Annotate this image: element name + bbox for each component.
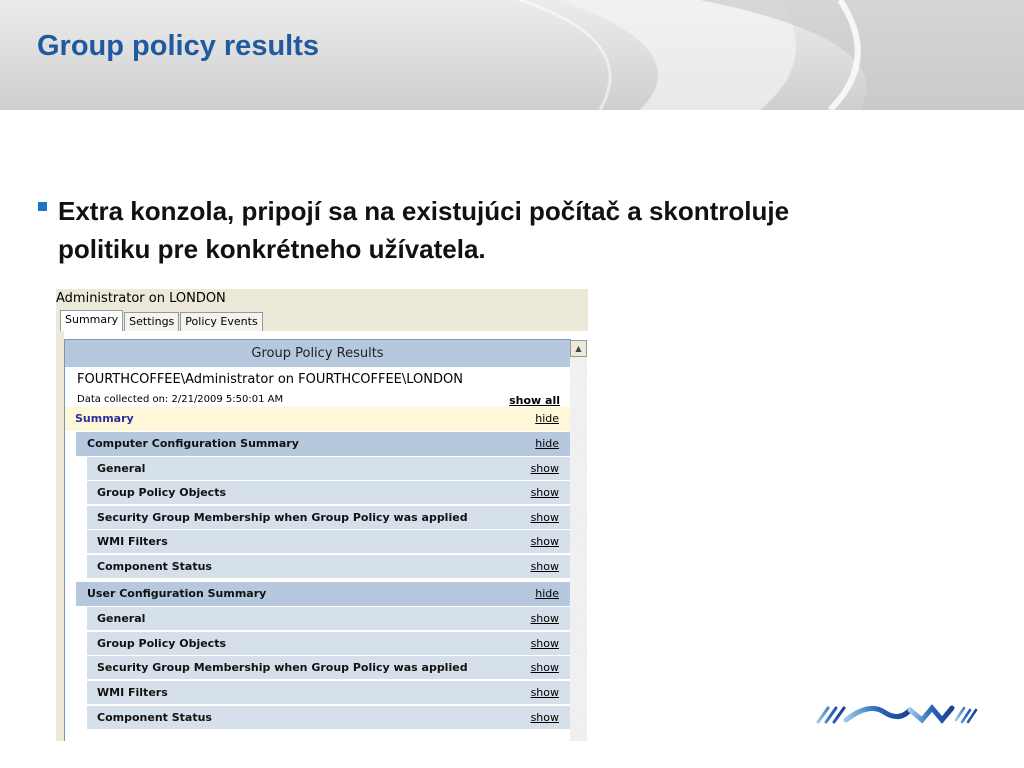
list-item — [87, 555, 570, 579]
panel-title: Group Policy Results — [65, 340, 570, 367]
item-label: Group Policy Objects — [97, 637, 227, 650]
list-item — [87, 457, 570, 481]
item-label: General — [97, 612, 146, 625]
list-item — [87, 706, 570, 730]
item-show-link[interactable]: show — [530, 560, 559, 573]
item-label: Security Group Membership when Group Policy was applied — [97, 661, 468, 674]
tab-summary[interactable]: Summary — [60, 310, 123, 331]
item-label: WMI Filters — [97, 535, 168, 548]
vertical-scrollbar[interactable] — [570, 340, 587, 741]
item-show-link[interactable]: show — [530, 661, 559, 674]
list-item — [87, 632, 570, 656]
item-show-link[interactable]: show — [530, 511, 559, 524]
item-show-link[interactable]: show — [530, 612, 559, 625]
window-title: Administrator on LONDON — [56, 291, 226, 306]
tab-strip — [60, 312, 264, 331]
show-all-link[interactable]: show all — [509, 394, 560, 407]
data-collected-text: Data collected on: 2/21/2009 5:50:01 AM — [77, 394, 284, 405]
item-label: General — [97, 462, 146, 475]
left-margin — [56, 331, 64, 741]
scroll-up-arrow-icon[interactable]: ▲ — [570, 340, 587, 357]
list-item — [87, 481, 570, 505]
item-show-link[interactable]: show — [530, 462, 559, 475]
item-label: Group Policy Objects — [97, 486, 227, 499]
summary-hide-link[interactable]: hide — [535, 412, 559, 425]
list-item — [87, 607, 570, 631]
item-show-link[interactable]: show — [530, 535, 559, 548]
console-toolbar — [56, 289, 588, 331]
list-item — [87, 656, 570, 680]
tab-settings[interactable]: Settings — [124, 312, 179, 331]
section-label: Computer Configuration Summary — [87, 437, 299, 450]
item-show-link[interactable]: show — [530, 686, 559, 699]
user-config-section — [76, 582, 570, 606]
item-label: Security Group Membership when Group Policy was applied — [97, 511, 468, 524]
summary-header — [65, 407, 570, 431]
section-label: User Configuration Summary — [87, 587, 267, 600]
list-item — [87, 506, 570, 530]
square-bullet-icon — [38, 202, 47, 211]
gp-results-screenshot — [56, 289, 588, 741]
tab-policy-events[interactable]: Policy Events — [180, 312, 262, 331]
item-label: Component Status — [97, 560, 212, 573]
item-label: Component Status — [97, 711, 212, 724]
section-hide-link[interactable]: hide — [535, 437, 559, 450]
item-show-link[interactable]: show — [530, 486, 559, 499]
summary-label: Summary — [75, 412, 134, 425]
bullet-point — [38, 192, 818, 268]
slide-header — [0, 0, 1024, 110]
item-show-link[interactable]: show — [530, 637, 559, 650]
bullet-text: Extra konzola, pripojí sa na existujúci počítač a skontroluje politiku pre konkrétneho užívatela. — [58, 196, 790, 264]
computer-config-section — [76, 432, 570, 456]
list-item — [87, 530, 570, 554]
owner-line: FOURTHCOFFEE\Administrator on FOURTHCOFFEE\LONDON — [77, 372, 463, 387]
list-item — [87, 681, 570, 705]
section-hide-link[interactable]: hide — [535, 587, 559, 600]
item-label: WMI Filters — [97, 686, 168, 699]
wave-logo-icon — [814, 700, 980, 728]
item-show-link[interactable]: show — [530, 711, 559, 724]
results-panel — [64, 339, 571, 741]
slide-title: Group policy results — [37, 30, 319, 62]
